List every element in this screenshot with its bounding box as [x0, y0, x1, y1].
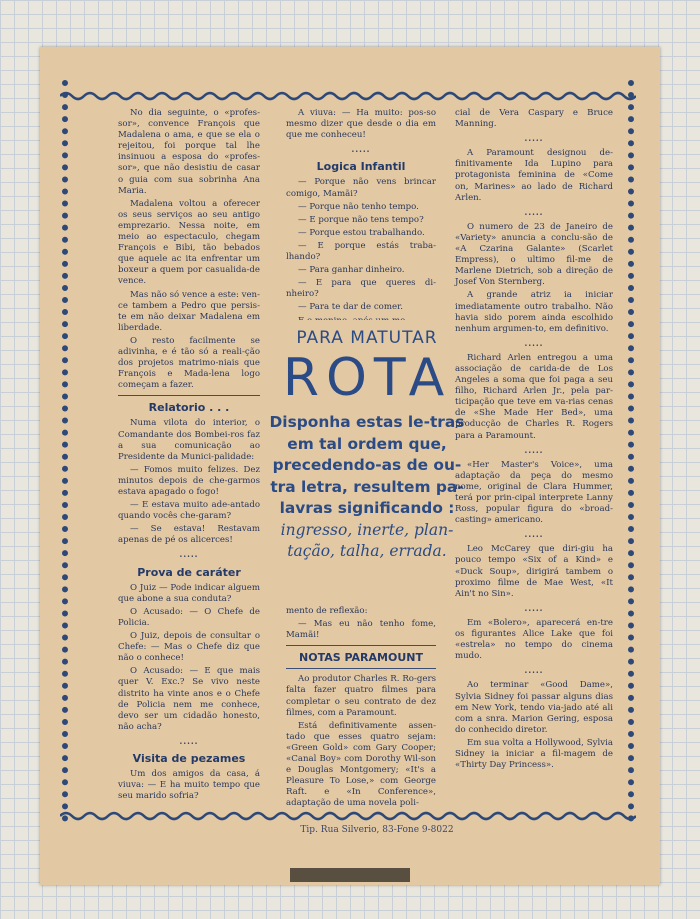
dots-separator: ..... — [524, 529, 544, 540]
logica-line: — E porque não tens tempo? — [298, 214, 424, 225]
logica-line: — E para que queres di-nheiro? — [286, 278, 436, 300]
prova-paragraph: O Acusado: — E que mais quer V. Exc.? Se vivo neste distrito ha vinte anos e o Chefe de Policia nem me conhece, devo ser um cidadão honesto, não acha? — [118, 666, 260, 732]
top-wave-border — [60, 90, 636, 102]
bottom-wave-border — [60, 810, 636, 822]
notas-paramount-heading: NOTAS PARAMOUNT — [299, 651, 423, 665]
news-paragraph: Em «Bolero», aparecerá en-tre os figurantes Alice Lake que foi «estrela» no tempo do cinema mudo. — [455, 617, 613, 662]
logica-line: — Porque estou trabalhando. — [298, 227, 425, 238]
dots-separator: ..... — [179, 549, 199, 560]
dots-separator: ..... — [351, 144, 371, 155]
prova-heading: Prova de caráter — [137, 565, 241, 579]
dots-separator: ..... — [524, 133, 544, 144]
dots-separator: ..... — [179, 735, 199, 746]
logica-line: — Para te dar de comer. — [298, 302, 403, 313]
puzzle-instruction: Disponha estas le-tras em tal ordem que, precedendo-as de ou-tra letra, resultem pa-lavras significando : — [269, 413, 465, 517]
notas-paragraph: Está definitivamente assen-tado que esses quatro sejam: «Green Gold» com Gary Cooper; «Canal Boy» com Dorothy Wil-son e Douglas Montgomery; «It's a Pleasure To Lose,» com George Raft. e «In Conference», adaptação de uma novela poli- — [286, 720, 436, 809]
visita-paragraph: Um dos amigos da casa, á viuva: — E ha muito tempo que seu marido sofria? — [118, 769, 260, 802]
news-paragraph: O numero de 23 de Janeiro de «Variety» anuncia a conclu-são de «A Czarina Galante» (Scarlet Empress), o ultimo fil-me de Marlene Dietrich, sob a direção de Josef Von Sternberg. — [455, 221, 613, 288]
story-paragraph: Mas não só vence a este: ven-ce tambem a Pedro que persis-te em não deixar Madalena em liberdade. — [118, 289, 260, 333]
column-right — [455, 108, 613, 773]
relatorio-heading: Relatorio . . . — [148, 401, 230, 415]
news-paragraph: Em sua volta a Hollywood, Sylvia Sidney ia iniciar a fil-magem de «Thirty Day Princess». — [455, 737, 613, 771]
news-paragraph: Richard Arlen entregou a uma associação de carida-de de Los Angeles a soma que foi paga a seu filho, Richard Arlen Jr., pela par-ticipação que teve em va-rias cenas de «She Made Her Bed», uma producção de Charles R. Rogers para a Paramount. — [455, 352, 613, 441]
dots-separator: ..... — [524, 337, 544, 348]
story-paragraph: O resto facilmente se adivinha, e é tão só a reali-ção dos projetos matrimo-niais que François e Mada-lena logo começam a fazer. — [118, 335, 260, 391]
story-paragraph: No dia seguinte, o «profes-sor», convence François que Madalena o ama, e que se ela o rejeitou, foi porque tal lhe insinuou a esposa do «profes-sor», que não desistiu de casar o guia com sua sobrinha Ana Maria. — [118, 108, 260, 196]
logica-line: — Porque não vens brincar comigo, Mamãi? — [286, 177, 436, 199]
news-paragraph: A Paramount designou de-finitivamente Ida Lupino para protagonista feminina de «Come on, Marines» ao lado de Richard Arlen. — [455, 148, 613, 203]
column-middle-bottom — [286, 606, 436, 812]
prova-paragraph: O Acusado: — O Chefe de Policia. — [118, 606, 260, 628]
column-middle-top — [286, 108, 436, 329]
puzzle-box — [269, 320, 465, 582]
dots-separator: ..... — [524, 444, 544, 455]
notas-paragraph: Ao produtor Charles R. Ro-gers falta fazer quatro filmes para completar o seu contrato de dez filmes, com a Paramount. — [286, 674, 436, 718]
relatorio-paragraph: — Se estava! Restavam apenas de pé os alicerces! — [118, 524, 260, 546]
puzzle-subtitle: PARA MATUTAR — [296, 328, 438, 348]
news-paragraph: Ao terminar «Good Dame», Sylvia Sidney foi passar alguns dias em New York, tendo via-jado até ali com a snra. Marion Gering, esposa do conhecido diretor. — [455, 680, 613, 735]
visita-heading: Visita de pezames — [132, 751, 246, 765]
divider — [286, 668, 436, 669]
dots-separator: ..... — [524, 602, 544, 613]
prova-paragraph: O Juiz, depois de consultar o Chefe: — Mas o Chefe diz que não o conhece! — [118, 631, 260, 664]
logica-heading: Logica Infantil — [316, 160, 406, 174]
logica-line: — Mas eu não tenho fome, Mamãi! — [286, 619, 436, 641]
relatorio-paragraph: — Fomos muito felizes. Dez minutos depois de che-garmos estava apagado o fogo! — [118, 464, 260, 497]
ink-bleed-mark — [290, 868, 410, 882]
visita-continued: A viuva: — Ha muito: pos-so mesmo dizer que desde o dia em que me conheceu! — [286, 108, 436, 141]
puzzle-word: ROTA — [282, 348, 452, 408]
logica-line: — Porque não tenho tempo. — [298, 201, 419, 212]
printer-footer: Tip. Rua Silverio, 83-Fone 9-8022 — [300, 825, 454, 835]
relatorio-paragraph: Numa vilota do interior, o Comandante dos Bombei-ros faz a sua comunicação ao Presidente da Munici-palidade: — [118, 418, 260, 462]
logica-line: mento de reflexão: — [286, 606, 368, 616]
puzzle-clues: ingresso, inerte, plan-tação, talha, errada. — [280, 520, 454, 560]
column-left — [118, 108, 260, 804]
news-paragraph: Leo McCarey que diri-giu ha pouco tempo «Six of a Kind» e «Duck Soup», dirigirá tambem o proximo filme de Mae West, «It Ain't no Sin». — [455, 544, 613, 599]
news-paragraph: cial de Vera Caspary e Bruce Manning. — [455, 108, 613, 130]
divider — [286, 645, 436, 646]
news-paragraph: A grande atriz ia iniciar imediatamente outro trabalho. Não havia sido porem ainda escolhido nenhum argumen-to, em definitivo. — [455, 290, 613, 334]
logica-line: — Para ganhar dinheiro. — [298, 265, 405, 276]
relatorio-paragraph: — E estava muito ade-antado quando vocês che-garam? — [118, 500, 260, 522]
logica-line: — E porque estás traba-lhando? — [286, 240, 436, 263]
dots-separator: ..... — [524, 206, 544, 217]
story-paragraph: Madalena voltou a oferecer os seus serviços ao seu antigo emprezario. Nessa noite, em meio ao espectaculo, chegam François e Bibi, tão bebados que aquele ac ita enfrentar um boxeur a quem por casualida-de vence. — [118, 198, 260, 287]
prova-paragraph: O Juiz — Pode indicar alguem que abone a sua conduta? — [118, 582, 260, 604]
news-paragraph: «Her Master's Voice», uma adaptação da peça do mesmo nome, original de Clara Hummer, terá por prin-cipal interprete Lanny Ross, popular figura do «broad-casting» americano. — [455, 459, 613, 526]
divider — [118, 395, 260, 396]
dots-separator: ..... — [524, 665, 544, 676]
